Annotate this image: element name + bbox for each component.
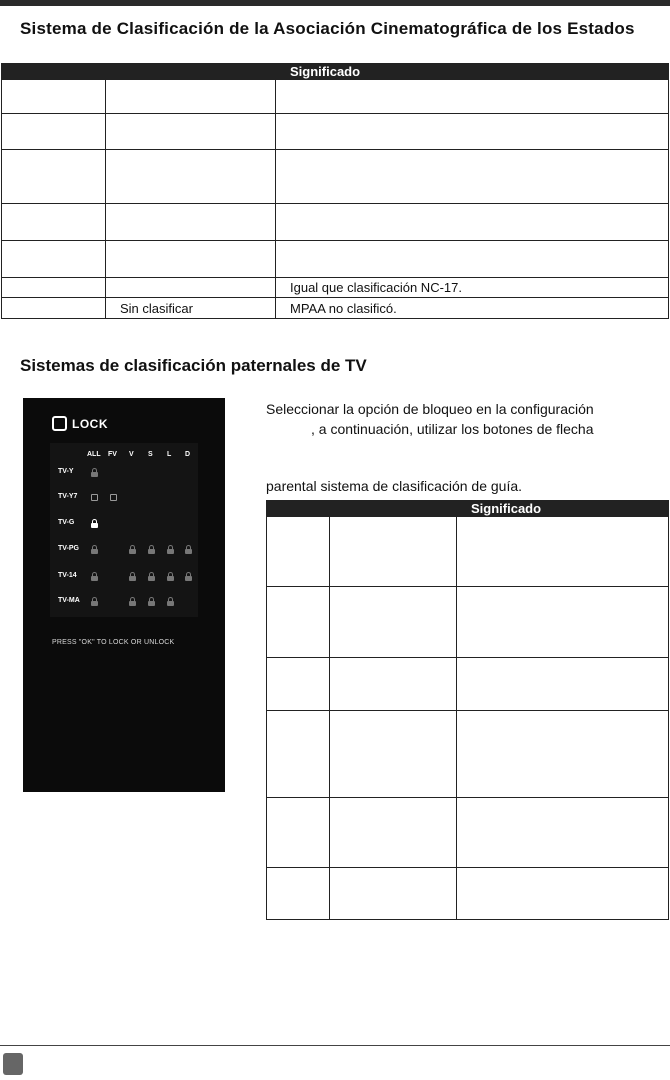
mpaa-section-title: Sistema de Clasificación de la Asociación Cinematográfica de los Estados — [20, 19, 635, 38]
rating-cell — [2, 298, 106, 319]
meaning-cell — [276, 114, 669, 150]
header-cell-empty — [2, 64, 276, 80]
row-label-tv-14: TV-14 — [58, 572, 77, 579]
instruction-line-2: , a continuación, utilizar los botones de flecha — [311, 421, 594, 437]
table-row — [267, 711, 669, 798]
rating-cell — [2, 80, 106, 114]
meaning-cell — [457, 868, 669, 920]
padlock-icon[interactable] — [148, 549, 155, 554]
rating-cell — [267, 798, 330, 868]
column-header-s: S — [148, 451, 153, 458]
meaning-cell — [457, 517, 669, 587]
table-row — [267, 517, 669, 587]
rating-cell — [2, 204, 106, 241]
unlocked-box-icon[interactable] — [91, 494, 98, 501]
padlock-icon[interactable] — [148, 576, 155, 581]
table-row — [2, 298, 669, 319]
rating-cell — [2, 278, 106, 298]
padlock-icon[interactable] — [129, 601, 136, 606]
press-ok-instruction: PRESS "OK" TO LOCK OR UNLOCK — [52, 639, 175, 646]
meaning-cell: Igual que clasificación NC-17. — [276, 278, 669, 298]
age-cell — [106, 150, 276, 204]
column-header-fv: FV — [108, 451, 117, 458]
meaning-cell — [276, 204, 669, 241]
table-header-row — [267, 501, 669, 517]
age-cell — [330, 798, 457, 868]
age-cell — [106, 80, 276, 114]
mpaa-rating-table — [1, 63, 669, 319]
meaning-cell — [457, 711, 669, 798]
rating-cell — [267, 658, 330, 711]
lock-checkbox-icon — [52, 416, 67, 431]
meaning-cell — [276, 150, 669, 204]
table-row — [2, 150, 669, 204]
column-header-all: ALL — [87, 451, 101, 458]
table-header-row — [2, 64, 669, 80]
padlock-icon[interactable] — [91, 549, 98, 554]
padlock-icon[interactable] — [167, 576, 174, 581]
age-cell — [106, 204, 276, 241]
age-cell — [330, 658, 457, 711]
lock-header — [52, 416, 108, 431]
meaning-cell — [457, 798, 669, 868]
padlock-icon[interactable] — [91, 601, 98, 606]
rating-cell — [267, 711, 330, 798]
padlock-icon[interactable] — [185, 576, 192, 581]
rating-cell — [2, 241, 106, 278]
age-cell — [106, 241, 276, 278]
age-cell — [106, 278, 276, 298]
table-row — [267, 658, 669, 711]
rating-cell — [267, 517, 330, 587]
top-rule — [0, 0, 670, 6]
table-row — [2, 80, 669, 114]
table-row — [2, 241, 669, 278]
padlock-selected-icon[interactable] — [91, 523, 98, 528]
table-row — [2, 278, 669, 298]
age-cell — [330, 868, 457, 920]
page-number-marker — [3, 1053, 23, 1075]
meaning-cell — [457, 658, 669, 711]
header-cell-empty — [267, 501, 457, 517]
header-cell-meaning: Significado — [457, 501, 669, 517]
padlock-icon[interactable] — [148, 601, 155, 606]
padlock-icon[interactable] — [167, 601, 174, 606]
age-cell — [106, 114, 276, 150]
padlock-icon[interactable] — [91, 472, 98, 477]
tv-rating-table — [266, 500, 669, 920]
age-cell: Sin clasificar — [106, 298, 276, 319]
row-label-tv-ma: TV-MA — [58, 597, 80, 604]
footer-rule — [0, 1045, 670, 1046]
meaning-cell — [276, 241, 669, 278]
column-header-l: L — [167, 451, 172, 458]
meaning-cell: MPAA no clasificó. — [276, 298, 669, 319]
age-cell — [330, 587, 457, 658]
instruction-line-3: parental sistema de clasificación de guía. — [266, 478, 523, 494]
padlock-icon[interactable] — [167, 549, 174, 554]
table-row — [2, 114, 669, 150]
table-row — [267, 798, 669, 868]
padlock-icon[interactable] — [129, 576, 136, 581]
tv-section-title: Sistemas de clasificación paternales de TV — [20, 356, 367, 375]
row-label-tv-g: TV-G — [58, 519, 75, 526]
meaning-cell — [276, 80, 669, 114]
table-row — [267, 587, 669, 658]
age-cell — [330, 711, 457, 798]
column-header-v: V — [129, 451, 134, 458]
rating-cell — [2, 114, 106, 150]
meaning-cell — [457, 587, 669, 658]
unlocked-box-icon[interactable] — [110, 494, 117, 501]
table-row — [2, 204, 669, 241]
row-label-tv-y: TV-Y — [58, 468, 74, 475]
row-label-tv-pg: TV-PG — [58, 545, 80, 552]
table-row — [267, 868, 669, 920]
padlock-icon[interactable] — [129, 549, 136, 554]
padlock-icon[interactable] — [91, 576, 98, 581]
header-cell-meaning: Significado — [276, 64, 669, 80]
instruction-line-1: Seleccionar la opción de bloqueo en la configuración — [266, 401, 594, 417]
rating-cell — [267, 868, 330, 920]
column-header-d: D — [185, 451, 191, 458]
rating-cell — [267, 587, 330, 658]
row-label-tv-y7: TV-Y7 — [58, 493, 78, 500]
padlock-icon[interactable] — [185, 549, 192, 554]
rating-cell — [2, 150, 106, 204]
tv-lock-screen-image — [23, 398, 225, 792]
lock-title: LOCK — [72, 416, 108, 431]
age-cell — [330, 517, 457, 587]
